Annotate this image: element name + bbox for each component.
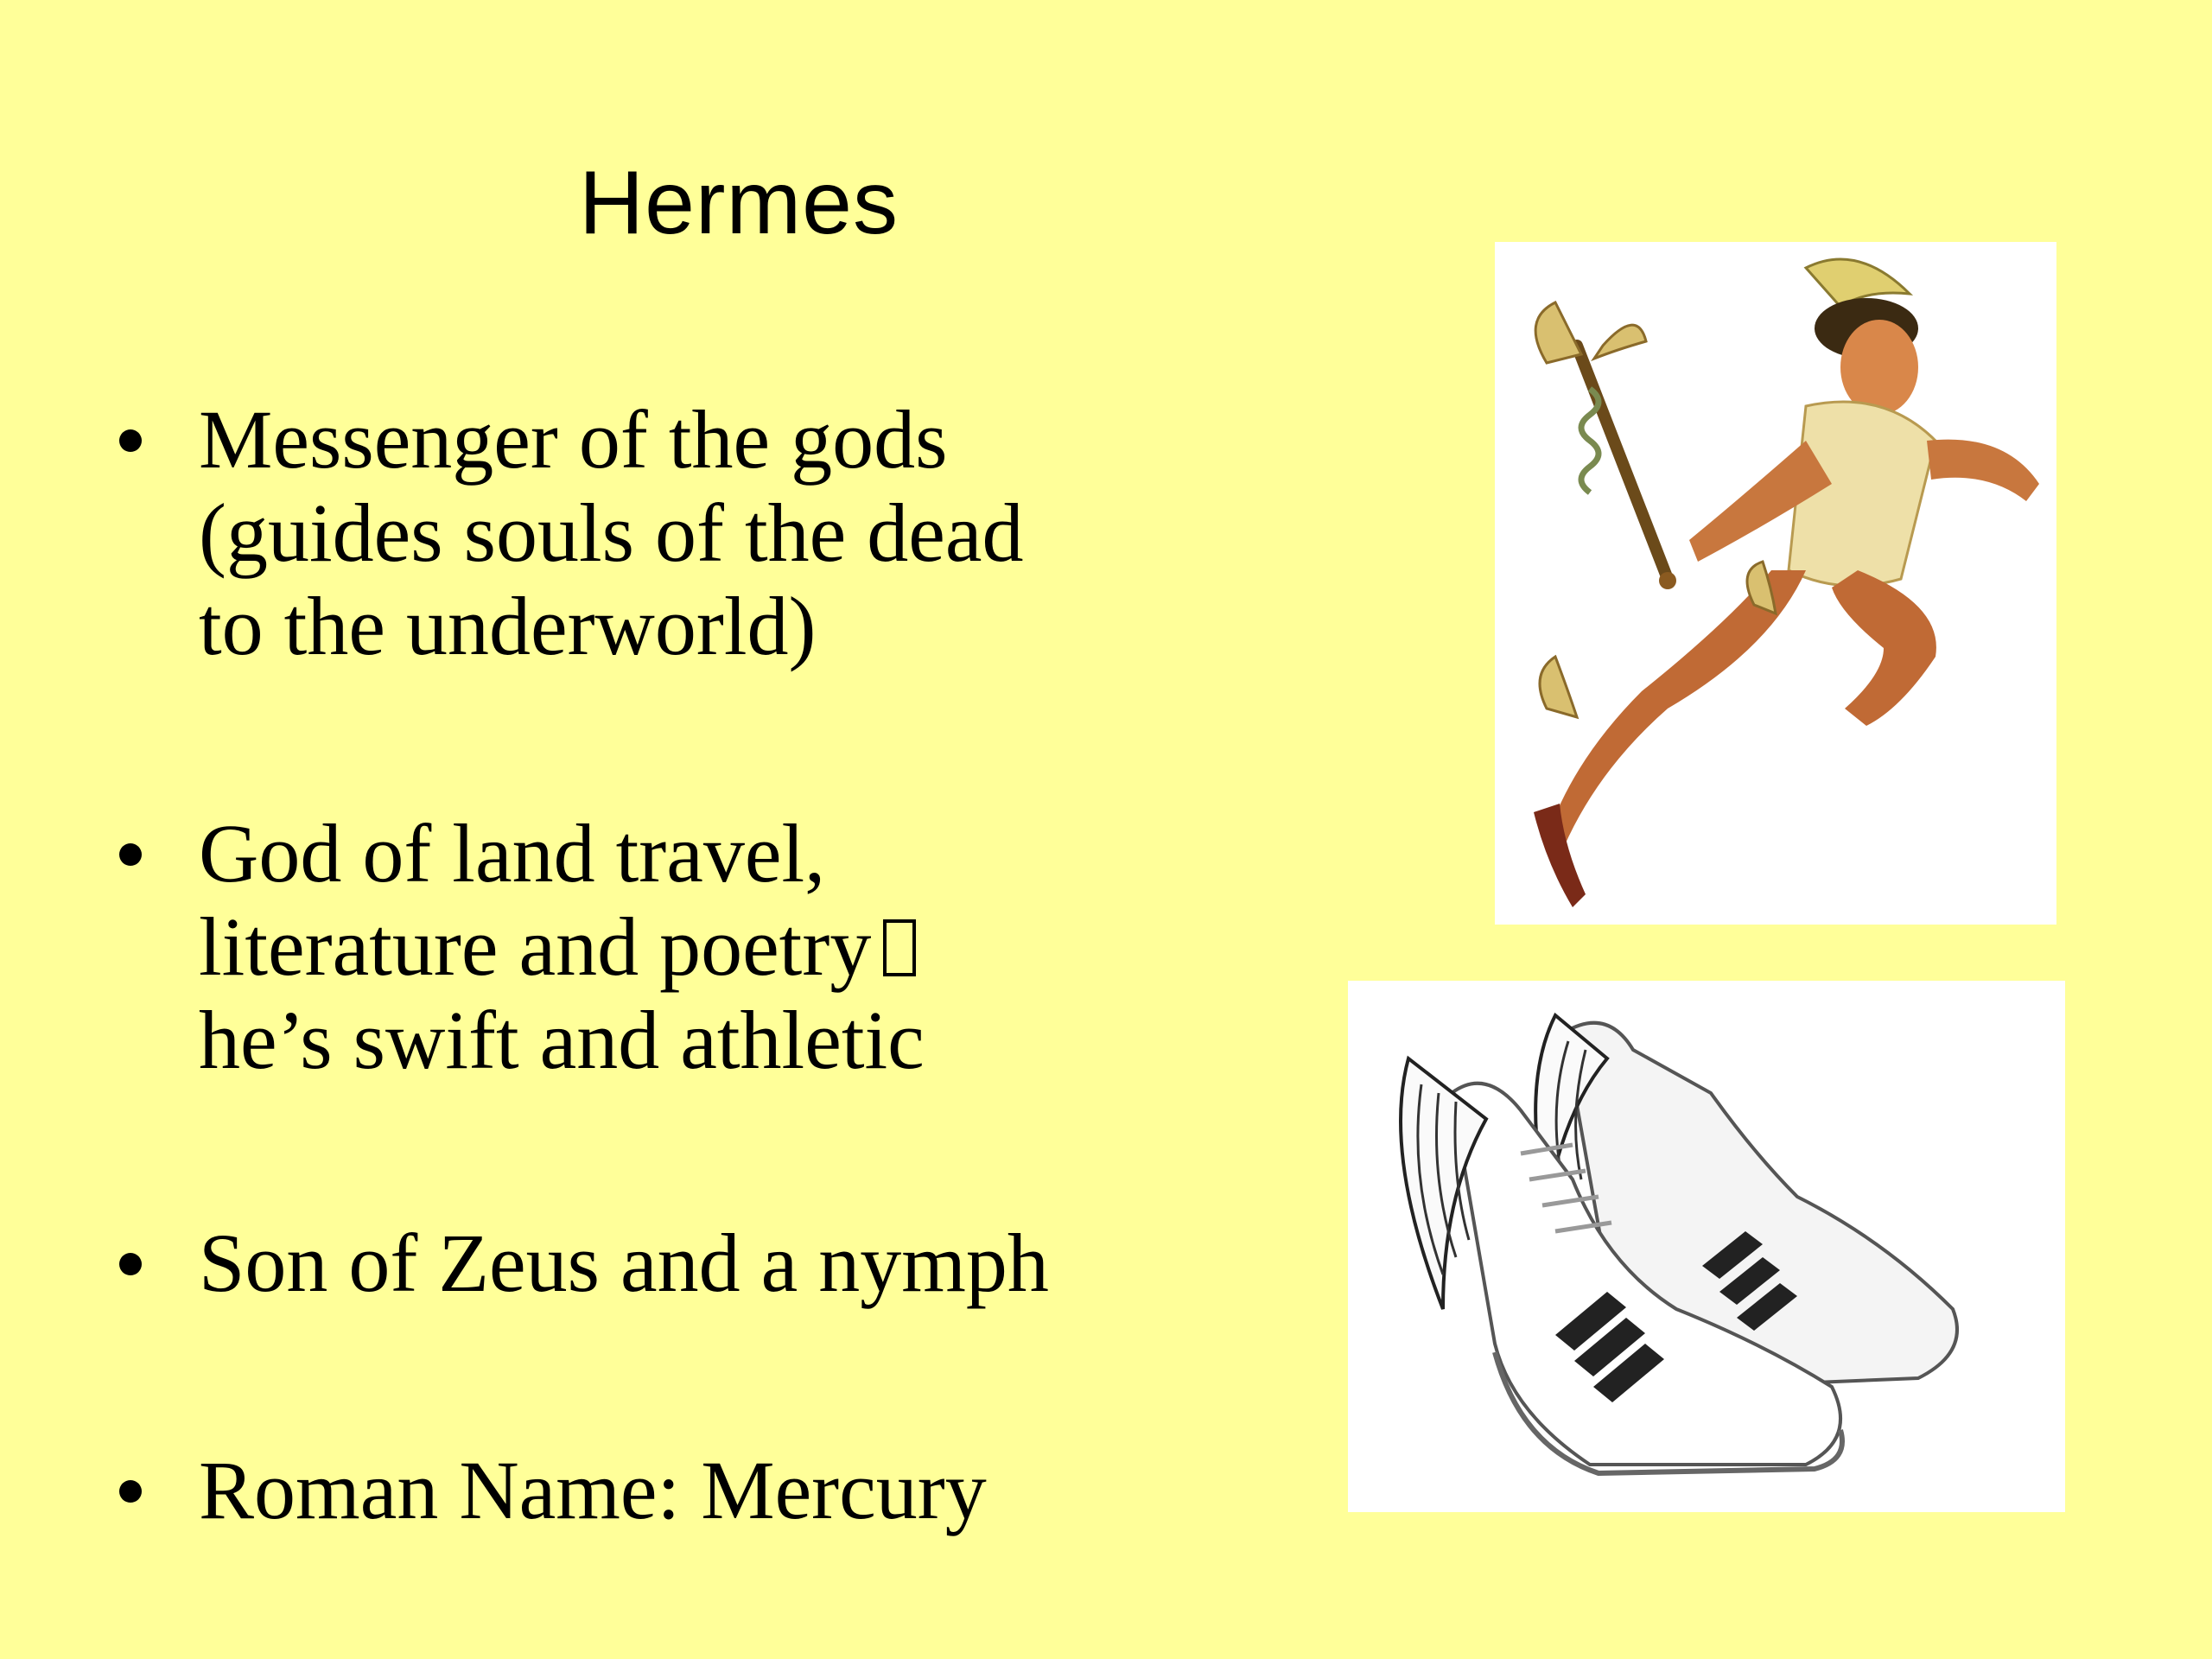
- bullet-line: to the underworld): [199, 580, 817, 672]
- bullet-line: he’s swift and athletic: [199, 994, 925, 1086]
- hermes-figure-illustration: [1495, 242, 2056, 925]
- bullet-dot: [119, 1480, 142, 1503]
- bullet-line: Son of Zeus and a nymph: [199, 1217, 1049, 1309]
- bullet-item: [112, 807, 1149, 1087]
- bullet-item: [112, 1444, 1149, 1537]
- bullet-line: Roman Name: Mercury: [199, 1444, 987, 1536]
- bullet-item: [112, 393, 1149, 673]
- bullet-line: (guides souls of the dead: [199, 486, 1024, 579]
- bullet-line-with-glyph: [199, 900, 1149, 994]
- winged-sneakers-image: [1348, 981, 2065, 1512]
- bullet-dot: [119, 1253, 142, 1275]
- bullet-line-text: literature and poetry: [199, 900, 872, 993]
- bullet-line: Messenger of the gods: [199, 393, 948, 486]
- bullet-dot: [119, 843, 142, 866]
- bullet-item: [112, 1217, 1149, 1310]
- winged-sneakers-photo: [1348, 981, 2065, 1512]
- missing-glyph-box-icon: [883, 919, 916, 976]
- bullet-line: God of land travel,: [199, 807, 826, 899]
- bullet-list: [112, 393, 1149, 1537]
- bullet-dot: [119, 429, 142, 452]
- hermes-figure-image: [1495, 242, 2056, 925]
- slide-title: Hermes: [578, 153, 899, 253]
